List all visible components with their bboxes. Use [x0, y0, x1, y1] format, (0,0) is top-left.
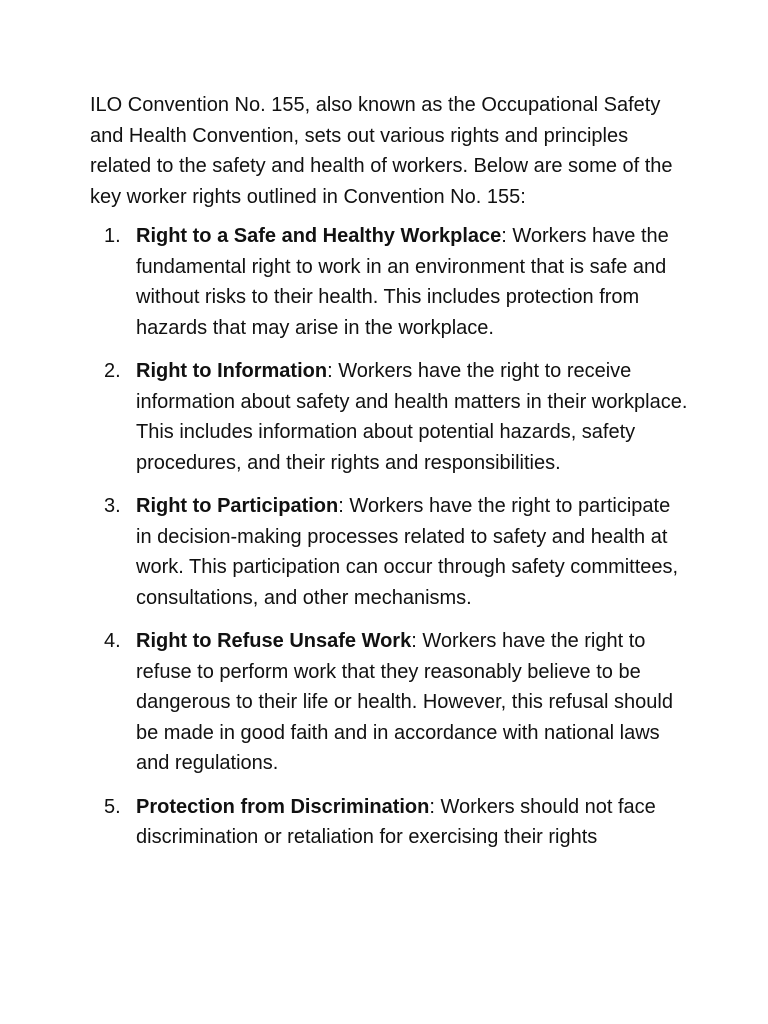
right-description: : Workers should not face discrimination or retaliation for exercising their rights: [136, 795, 656, 848]
right-term: Right to Information: [136, 360, 328, 382]
right-term: Right to Participation: [136, 495, 339, 517]
right-term: Right to a Safe and Healthy Workplace: [136, 225, 502, 247]
right-description: : Workers have the right to participate in decision-making processes related to safety and health at work. This participation can occur through safety committees, consultations, and other mechanisms.: [136, 495, 679, 609]
item-number: 1.: [104, 225, 121, 247]
item-number: 2.: [104, 360, 121, 382]
list-item: [90, 491, 690, 613]
right-description: : Workers have the right to receive information about safety and health matters in their workplace. This includes information about potential hazards, safety procedures, and their rights and responsibilities.: [136, 360, 688, 474]
right-description: : Workers have the fundamental right to work in an environment that is safe and without risks to their health. This includes protection from hazards that may arise in the workplace.: [136, 225, 669, 339]
item-number: 4.: [104, 630, 121, 652]
right-term: Right to Refuse Unsafe Work: [136, 630, 412, 652]
right-description: : Workers have the right to refuse to perform work that they reasonably believe to be dangerous to their life or health. However, this refusal should be made in good faith and in accordance with national laws and regulations.: [136, 630, 673, 774]
intro-paragraph: ILO Convention No. 155, also known as the Occupational Safety and Health Convention, sets out various rights and principles related to the safety and health of workers. Below are some of the key worker rights outlined in Convention No. 155:: [90, 94, 673, 208]
list-item: [90, 626, 690, 779]
list-item: [90, 221, 690, 343]
right-term: Protection from Discrimination: [136, 795, 430, 818]
item-number: 3.: [104, 495, 121, 517]
list-item: [90, 356, 690, 478]
list-item: [90, 792, 690, 853]
item-number: 5.: [104, 795, 121, 818]
rights-list: [90, 221, 690, 853]
document-page: [90, 90, 690, 866]
